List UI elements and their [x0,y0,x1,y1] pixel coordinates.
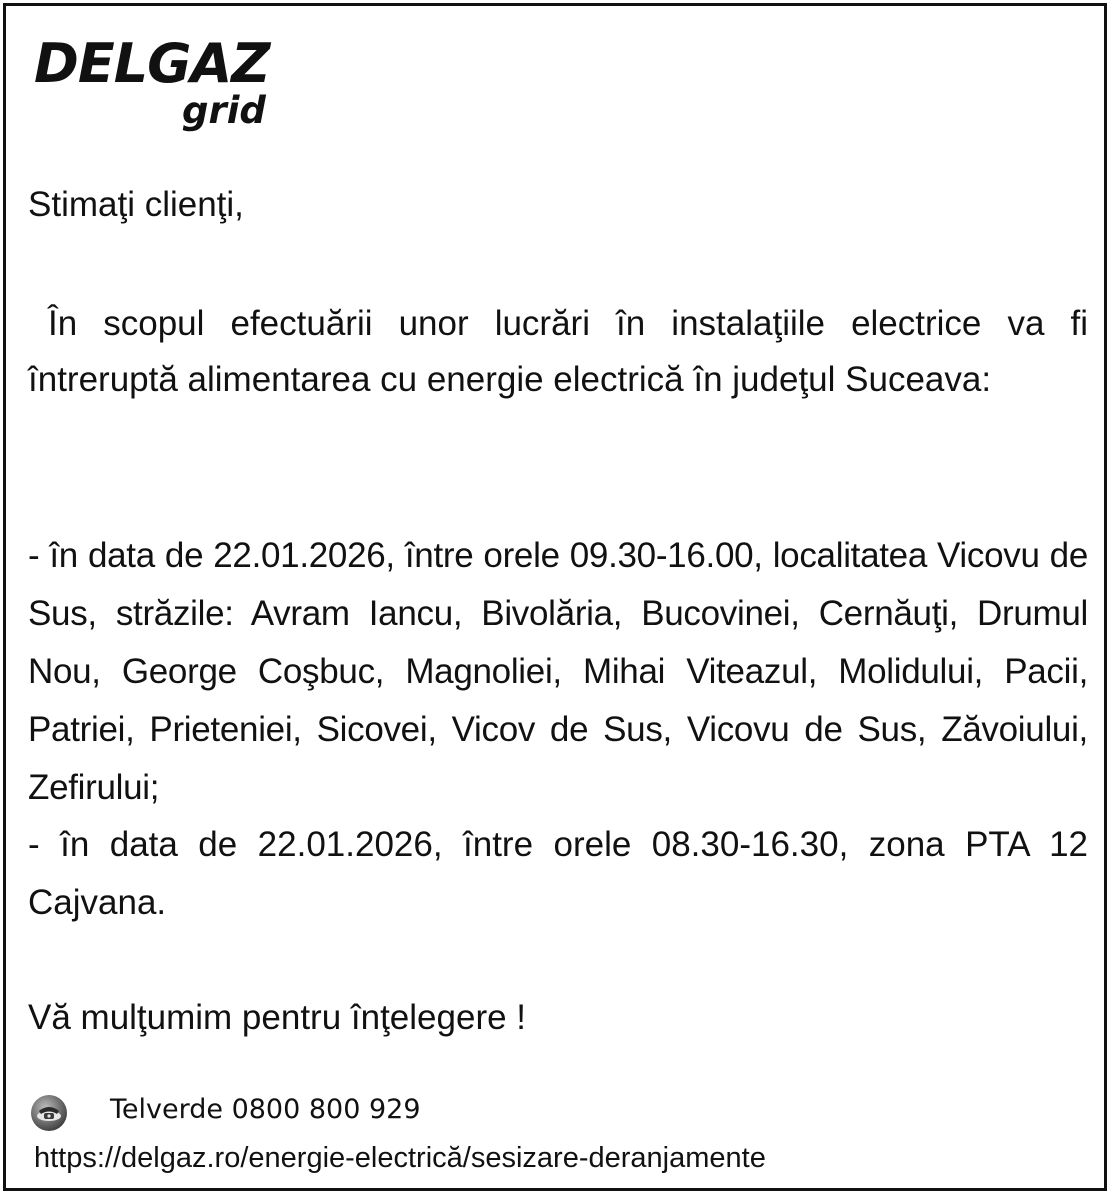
greeting: Stimaţi clienţi, [28,185,244,224]
phone-contact [30,1090,730,1134]
telephone-icon [30,1094,68,1132]
intro-paragraph: În scopul efectuării unor lucrări în instalaţiile electrice va fi întreruptă alimentarea cu energie electrică în judeţul Suceava: [28,304,1088,399]
delgaz-grid-logo [34,34,294,134]
website-url[interactable]: https://delgaz.ro/energie-electrică/sesizare-deranjamente [34,1142,766,1174]
logo-wordmark: DELGAZ [34,32,270,95]
outage-item-2: - în data de 22.01.2026, între orele 08.30-16.30, zona PTA 12 Cajvana. [28,825,1088,922]
outage-item-1: - în data de 22.01.2026, între orele 09.30-16.00, localitatea Vicovu de Sus, străzile: Avram Iancu, Bivolăria, Bucovinei, Cernăuţi, Drumul Nou, George Coşbuc, Magnoliei, Mihai Viteazul, Molidului, Pacii, Patriei, Prieteniei, Sicovei, Vicov de Sus, Vicovu de Sus, Zăvoiului, Zefirului; [28,536,1088,807]
logo-subtitle: grid [182,89,266,132]
phone-number-text: Telverde 0800 800 929 [110,1094,421,1125]
closing-thanks: Vă mulţumim pentru înţelegere ! [28,998,527,1037]
